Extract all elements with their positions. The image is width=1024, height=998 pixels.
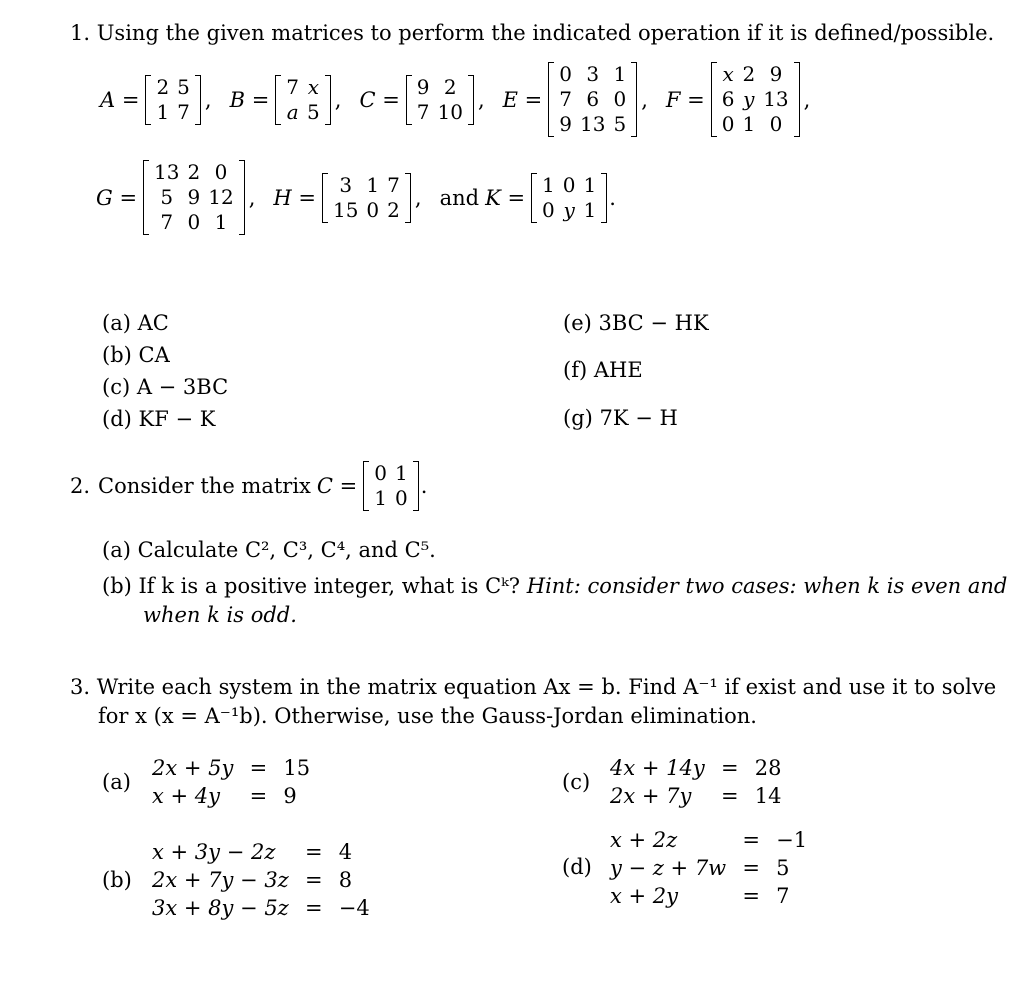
- equation-lhs: 2x + 7y: [610, 784, 692, 808]
- matrix-g-cell: 0: [187, 210, 201, 234]
- matrix-b-cell: 5: [307, 99, 320, 124]
- system-a-equation: [146, 754, 316, 782]
- q1-parts-right: [563, 310, 709, 431]
- and-text: and: [439, 185, 480, 210]
- system-c-equation: [604, 754, 787, 782]
- system-d: [604, 826, 813, 910]
- matrix-k-cell: 1: [542, 172, 555, 197]
- system-d-equation: [604, 826, 813, 854]
- q1-number: 1.: [70, 21, 91, 45]
- q1-part-a: (a) AC: [102, 311, 169, 335]
- matrix-f-cell: 13: [763, 87, 789, 111]
- q3-heading: [70, 674, 996, 700]
- matrix-h-cell: 0: [366, 197, 380, 222]
- matrix-k-cell: 1: [583, 197, 597, 222]
- q1-part-e: (e) 3BC − HK: [563, 311, 709, 335]
- q1-part-c: (c) A − 3BC: [102, 375, 229, 399]
- equation-lhs: 2x + 5y: [152, 756, 234, 780]
- equation-eq: =: [742, 828, 760, 852]
- matrix-k-cell: 1: [583, 172, 597, 197]
- matrix-e-label: E =: [502, 87, 543, 112]
- equation-eq: =: [249, 756, 268, 780]
- matrix-c-cell: 9: [416, 74, 430, 99]
- matrix-a-cell: 1: [156, 99, 170, 124]
- equation-eq: =: [720, 756, 739, 780]
- matrix-k-cell: y: [563, 197, 575, 222]
- matrix-q2-cell: 1: [394, 461, 408, 485]
- system-c: [604, 754, 787, 810]
- equation-lhs: x + 3y − 2z: [152, 840, 276, 864]
- q1-prompt: Using the given matrices to perform the indicated operation if it is defined/possible.: [96, 21, 995, 45]
- matrix-h-cell: 15: [332, 197, 359, 222]
- system-a: [146, 754, 316, 810]
- q2-part-a: (a) Calculate C², C³, C⁴, and C⁵.: [102, 538, 436, 562]
- equation-rhs: −1: [776, 828, 808, 852]
- q2-part-b-hint-1: Hint: consider two cases: when k is even and: [526, 574, 1008, 598]
- matrix-h: [322, 173, 411, 223]
- matrix-g-cell: 5: [160, 185, 174, 209]
- matrix-f-cell: 6: [721, 87, 735, 111]
- equation-eq: =: [304, 868, 323, 892]
- matrix-a-cell: 7: [177, 99, 190, 124]
- matrix-f-cell: 0: [769, 112, 783, 136]
- system-d-equation: [604, 854, 813, 882]
- matrix-g-cell: 1: [214, 210, 228, 234]
- equation-rhs: 14: [754, 784, 782, 808]
- q3-prompt-2: for x (x = A⁻¹b). Otherwise, use the Gauss-Jordan elimination.: [98, 704, 757, 728]
- matrix-e-cell: 9: [559, 112, 573, 136]
- matrix-e: [548, 62, 637, 137]
- matrix-f-cell: 0: [721, 112, 735, 136]
- equation-lhs: 3x + 8y − 5z: [152, 896, 289, 920]
- matrix-c-cell: 2: [443, 74, 457, 99]
- matrix-e-cell: 0: [613, 87, 627, 111]
- q1-part-d: (d) KF − K: [102, 407, 216, 431]
- system-b-equation: [146, 838, 376, 866]
- q2-number: 2.: [70, 474, 91, 498]
- matrix-row-1: A = 2 5 1 7 , B = 7 x a 5 , C = 9 2 7 10 , E = 0 3 1 7 6 0 9 13 5 , F = x 2 9 6 y 13 0 1 0 ,: [100, 62, 811, 136]
- equation-rhs: 8: [338, 868, 353, 892]
- system-b-equation: [146, 866, 376, 894]
- equation-lhs: 2x + 7y − 3z: [152, 868, 289, 892]
- matrix-b: [275, 75, 330, 125]
- system-d-equation: [604, 882, 813, 910]
- matrix-f-cell: y: [743, 87, 755, 111]
- matrix-c-cell: 7: [416, 99, 430, 124]
- system-a-label: (a): [102, 770, 131, 794]
- matrix-h-cell: 3: [339, 172, 353, 197]
- matrix-h-cell: 2: [387, 197, 400, 222]
- q2-prompt: Consider the matrix: [98, 474, 311, 498]
- matrix-k-cell: 0: [562, 172, 576, 197]
- matrix-row-2: G = 13 2 0 5 9 12 7 0 1 , H = 3 1 7 15 0 2 , and K = 1 0 1 0 y 1 .: [96, 160, 616, 234]
- matrix-g-cell: 12: [208, 185, 234, 209]
- matrix-c-label: C =: [359, 87, 400, 112]
- q1-parts-left: [102, 310, 228, 432]
- matrix-f: [711, 62, 800, 137]
- matrix-k-label: K =: [485, 185, 526, 210]
- system-b: [146, 838, 376, 922]
- equation-lhs: x + 2y: [610, 884, 679, 908]
- equation-lhs: x + 2z: [610, 828, 678, 852]
- q2-part-b: [102, 573, 1007, 599]
- equation-eq: =: [304, 840, 323, 864]
- matrix-q2-cell: 0: [374, 461, 387, 485]
- system-b-label: (b): [102, 868, 132, 892]
- equation-lhs: y − z + 7w: [610, 856, 727, 880]
- matrix-b-label: B =: [229, 87, 270, 112]
- matrix-b-cell: a: [286, 99, 299, 124]
- matrix-e-cell: 6: [586, 87, 600, 111]
- matrix-e-cell: 3: [586, 62, 600, 86]
- matrix-f-cell: 1: [742, 112, 756, 136]
- matrix-e-cell: 5: [613, 112, 627, 136]
- q1-part-g: (g) 7K − H: [563, 406, 678, 430]
- matrix-a: [145, 75, 200, 125]
- matrix-h-cell: 7: [387, 172, 400, 197]
- matrix-a-cell: 5: [177, 74, 190, 99]
- matrix-f-label: F =: [665, 87, 705, 112]
- equation-rhs: 4: [338, 840, 353, 864]
- system-c-equation: [604, 782, 787, 810]
- matrix-h-cell: 1: [366, 172, 380, 197]
- matrix-c: [406, 75, 474, 125]
- q2-part-b-hint-2: when k is odd.: [143, 603, 297, 627]
- matrix-g: [143, 160, 245, 235]
- matrix-g-cell: 2: [187, 160, 201, 184]
- system-c-label: (c): [562, 770, 591, 794]
- matrix-e-cell: 1: [613, 62, 627, 86]
- equation-rhs: 15: [283, 756, 311, 780]
- matrix-q2-cell: 0: [394, 486, 408, 510]
- matrix-b-cell: 7: [286, 74, 300, 99]
- matrix-a-label: A =: [100, 87, 140, 112]
- matrix-a-cell: 2: [156, 74, 170, 99]
- matrix-g-cell: 0: [214, 160, 228, 184]
- matrix-e-cell: 7: [559, 87, 573, 111]
- q1-part-b: (b) CA: [102, 343, 170, 367]
- matrix-e-cell: 0: [559, 62, 573, 86]
- q2-matrix-label: C =: [316, 474, 358, 498]
- matrix-c-cell: 10: [437, 99, 463, 124]
- equation-rhs: 5: [776, 856, 790, 880]
- system-a-equation: [146, 782, 316, 810]
- q3-number: 3.: [70, 675, 91, 699]
- equation-eq: =: [742, 884, 760, 908]
- q1-heading: [70, 20, 994, 46]
- system-d-label: (d): [562, 855, 592, 879]
- equation-lhs: x + 4y: [152, 784, 221, 808]
- matrix-g-label: G =: [96, 185, 138, 210]
- matrix-b-cell: x: [307, 74, 320, 99]
- equation-eq: =: [304, 896, 323, 920]
- q2-part-b-prefix: (b) If k is a positive integer, what is Cᵏ?: [102, 574, 521, 598]
- equation-rhs: 7: [776, 884, 790, 908]
- q2-matrix-c: [363, 461, 418, 511]
- matrix-f-cell: 9: [769, 62, 783, 86]
- q3-prompt-1: Write each system in the matrix equation Ax = b. Find A⁻¹ if exist and use it to solve: [96, 675, 997, 699]
- q2-heading: 2. Consider the matrix C = 0 1 1 0 .: [70, 461, 428, 510]
- matrix-g-cell: 9: [187, 185, 201, 209]
- equation-rhs: 9: [283, 784, 297, 808]
- equation-eq: =: [249, 784, 268, 808]
- equation-lhs: 4x + 14y: [610, 756, 705, 780]
- equation-rhs: 28: [754, 756, 782, 780]
- q1-part-f: (f) AHE: [563, 358, 643, 382]
- matrix-k: [531, 173, 607, 223]
- equation-eq: =: [742, 856, 760, 880]
- matrix-g-cell: 13: [154, 160, 180, 184]
- equation-rhs: −4: [338, 896, 370, 920]
- matrix-e-cell: 13: [580, 112, 606, 136]
- matrix-f-cell: x: [722, 62, 734, 86]
- system-b-equation: [146, 894, 376, 922]
- matrix-h-label: H =: [273, 185, 316, 210]
- matrix-g-cell: 7: [160, 210, 174, 234]
- matrix-k-cell: 0: [542, 197, 555, 222]
- equation-eq: =: [720, 784, 739, 808]
- matrix-q2-cell: 1: [374, 486, 387, 510]
- matrix-f-cell: 2: [742, 62, 756, 86]
